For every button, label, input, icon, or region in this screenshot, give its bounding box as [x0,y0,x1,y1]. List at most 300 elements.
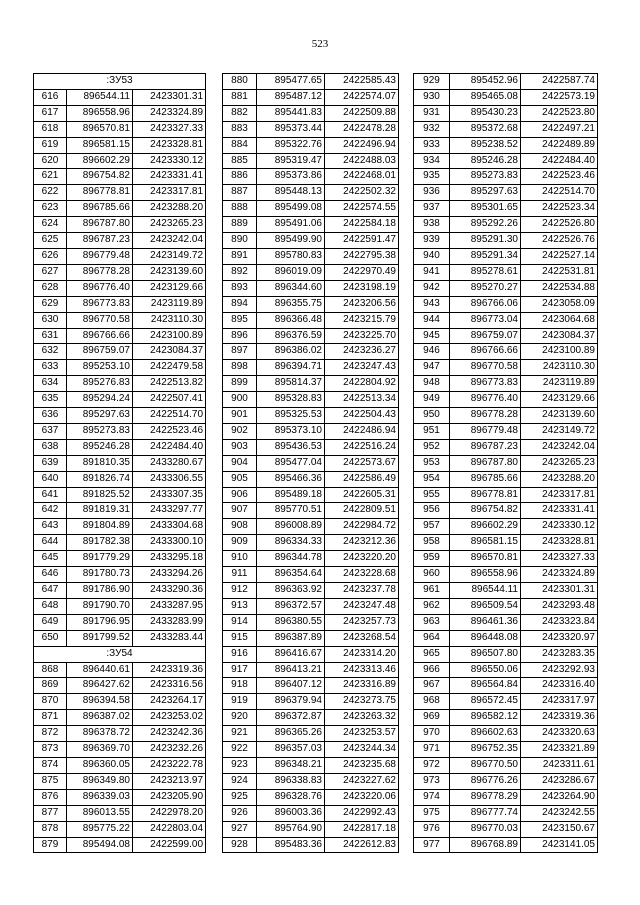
x-coordinate: 896778.81 [450,487,521,503]
table-row [223,487,399,503]
x-coordinate: 896440.61 [67,662,133,678]
point-number: 874 [34,757,67,773]
point-number: 638 [34,439,67,455]
table-row [223,694,399,710]
y-coordinate: 2422574.07 [325,89,399,105]
x-coordinate: 895770.51 [257,503,325,519]
table-row [414,598,598,614]
x-coordinate: 896787.23 [450,439,521,455]
table-row [414,583,598,599]
point-number: 894 [223,296,257,312]
table-row [223,280,399,296]
point-number: 914 [223,614,257,630]
point-number: 899 [223,376,257,392]
point-number: 922 [223,742,257,758]
x-coordinate: 896369.70 [67,742,133,758]
point-number: 880 [223,74,257,90]
table-row [414,821,598,837]
y-coordinate: 2422574.55 [325,201,399,217]
x-coordinate: 895491.06 [257,217,325,233]
x-coordinate: 896766.66 [450,344,521,360]
y-coordinate: 2423141.05 [521,837,598,853]
y-coordinate: 2422514.70 [521,185,598,201]
point-number: 897 [223,344,257,360]
x-coordinate: 896544.11 [67,89,133,105]
y-coordinate: 2423319.36 [133,662,206,678]
y-coordinate: 2422468.01 [325,169,399,185]
x-coordinate: 896778.81 [67,185,133,201]
table-row [223,551,399,567]
y-coordinate: 2423316.89 [325,678,399,694]
x-coordinate: 895292.26 [450,217,521,233]
y-coordinate: 2423320.97 [521,630,598,646]
table-row [414,89,598,105]
table-row [414,185,598,201]
x-coordinate: 896365.26 [257,726,325,742]
point-number: 873 [34,742,67,758]
x-coordinate: 896570.81 [450,551,521,567]
point-number: 870 [34,694,67,710]
table-row [34,201,206,217]
x-coordinate: 896348.21 [257,757,325,773]
table-row [34,408,206,424]
y-coordinate: 2423119.89 [133,296,206,312]
x-coordinate: 895319.47 [257,153,325,169]
y-coordinate: 2422809.51 [325,503,399,519]
x-coordinate: 896754.82 [67,169,133,185]
table-row [34,233,206,249]
y-coordinate: 2423228.68 [325,567,399,583]
y-coordinate: 2423149.72 [521,423,598,439]
y-coordinate: 2423324.89 [521,567,598,583]
point-number: 629 [34,296,67,312]
table-row [414,551,598,567]
table-row [223,312,399,328]
x-coordinate: 896770.03 [450,821,521,837]
x-coordinate: 896581.15 [450,535,521,551]
y-coordinate: 2422484.40 [133,439,206,455]
y-coordinate: 2422516.24 [325,439,399,455]
y-coordinate: 2423222.78 [133,757,206,773]
x-coordinate: 896372.57 [257,598,325,614]
y-coordinate: 2423119.89 [521,376,598,392]
section-header-row [34,646,206,662]
y-coordinate: 2423316.56 [133,678,206,694]
y-coordinate: 2423327.33 [133,121,206,137]
y-coordinate: 2422502.32 [325,185,399,201]
x-coordinate: 896602.63 [450,726,521,742]
x-coordinate: 891780.73 [67,567,133,583]
x-coordinate: 895328.83 [257,392,325,408]
point-number: 907 [223,503,257,519]
x-coordinate: 896380.55 [257,614,325,630]
point-number: 906 [223,487,257,503]
point-number: 963 [414,614,450,630]
point-number: 946 [414,344,450,360]
x-coordinate: 896582.12 [450,710,521,726]
y-coordinate: 2433304.68 [133,519,206,535]
point-number: 904 [223,455,257,471]
table-row [34,89,206,105]
x-coordinate: 896008.89 [257,519,325,535]
point-number: 616 [34,89,67,105]
y-coordinate: 2422605.31 [325,487,399,503]
y-coordinate: 2423150.67 [521,821,598,837]
point-number: 631 [34,328,67,344]
x-coordinate: 896544.11 [450,583,521,599]
table-row [34,169,206,185]
x-coordinate: 896344.60 [257,280,325,296]
table-row [414,519,598,535]
y-coordinate: 2422531.81 [521,264,598,280]
point-number: 891 [223,248,257,264]
point-number: 908 [223,519,257,535]
point-number: 910 [223,551,257,567]
point-number: 925 [223,789,257,805]
table-row [414,630,598,646]
y-coordinate: 2423198.19 [325,280,399,296]
table-row [414,567,598,583]
y-coordinate: 2433307.35 [133,487,206,503]
x-coordinate: 891825.52 [67,487,133,503]
y-coordinate: 2423317.97 [521,694,598,710]
y-coordinate: 2423205.90 [133,789,206,805]
y-coordinate: 2422970.49 [325,264,399,280]
x-coordinate: 896766.06 [450,296,521,312]
y-coordinate: 2423237.78 [325,583,399,599]
table-row [223,169,399,185]
y-coordinate: 2423288.20 [521,471,598,487]
coordinates-table-3 [413,73,598,853]
table-row [34,630,206,646]
x-coordinate: 896379.94 [257,694,325,710]
table-row [223,408,399,424]
table-row [34,598,206,614]
x-coordinate: 896019.09 [257,264,325,280]
point-number: 635 [34,392,67,408]
y-coordinate: 2422513.34 [325,392,399,408]
y-coordinate: 2422488.03 [325,153,399,169]
y-coordinate: 2423331.41 [521,503,598,519]
y-coordinate: 2422804.92 [325,376,399,392]
table-row [414,217,598,233]
point-number: 909 [223,535,257,551]
point-number: 626 [34,248,67,264]
y-coordinate: 2422497.21 [521,121,598,137]
point-number: 649 [34,614,67,630]
y-coordinate: 2422585.43 [325,74,399,90]
x-coordinate: 895270.27 [450,280,521,296]
point-number: 868 [34,662,67,678]
y-coordinate: 2423265.23 [133,217,206,233]
y-coordinate: 2423084.37 [521,328,598,344]
point-number: 646 [34,567,67,583]
x-coordinate: 896778.29 [450,789,521,805]
table-row [34,710,206,726]
x-coordinate: 895441.83 [257,105,325,121]
point-number: 918 [223,678,257,694]
table-row [34,487,206,503]
table-row [414,344,598,360]
point-number: 968 [414,694,450,710]
table-row [414,646,598,662]
y-coordinate: 2433300.10 [133,535,206,551]
point-number: 953 [414,455,450,471]
x-coordinate: 895278.61 [450,264,521,280]
table-row [34,312,206,328]
point-number: 621 [34,169,67,185]
point-number: 954 [414,471,450,487]
table-row [223,360,399,376]
x-coordinate: 895430.23 [450,105,521,121]
y-coordinate: 2422523.34 [521,201,598,217]
point-number: 923 [223,757,257,773]
table-row [414,137,598,153]
y-coordinate: 2423110.30 [521,360,598,376]
y-coordinate: 2423328.81 [521,535,598,551]
x-coordinate: 896602.29 [450,519,521,535]
table-row [414,837,598,853]
y-coordinate: 2422599.00 [133,837,206,853]
table-row [414,376,598,392]
point-number: 622 [34,185,67,201]
table-row [414,805,598,821]
table-row [34,121,206,137]
x-coordinate: 895325.53 [257,408,325,424]
table-row [34,455,206,471]
point-number: 887 [223,185,257,201]
table-row [223,233,399,249]
point-number: 898 [223,360,257,376]
point-number: 871 [34,710,67,726]
point-number: 879 [34,837,67,853]
table-row [34,837,206,853]
y-coordinate: 2422496.94 [325,137,399,153]
point-number: 889 [223,217,257,233]
coordinates-table-1 [33,73,206,853]
point-number: 883 [223,121,257,137]
y-coordinate: 2423264.90 [521,789,598,805]
table-row [223,742,399,758]
section-header: :ЗУ53 [34,74,206,90]
point-number: 927 [223,821,257,837]
x-coordinate: 895373.44 [257,121,325,137]
x-coordinate: 895814.37 [257,376,325,392]
point-number: 875 [34,773,67,789]
x-coordinate: 895294.24 [67,392,133,408]
table-row [223,248,399,264]
point-number: 972 [414,757,450,773]
point-number: 647 [34,583,67,599]
x-coordinate: 895477.65 [257,74,325,90]
y-coordinate: 2422504.43 [325,408,399,424]
x-coordinate: 895487.12 [257,89,325,105]
y-coordinate: 2423330.12 [521,519,598,535]
table-row [34,678,206,694]
table-row [34,757,206,773]
x-coordinate: 896366.48 [257,312,325,328]
table-row [223,328,399,344]
x-coordinate: 896372.87 [257,710,325,726]
table-row [34,789,206,805]
point-number: 920 [223,710,257,726]
table-row [223,137,399,153]
y-coordinate: 2423263.32 [325,710,399,726]
table-row [414,710,598,726]
x-coordinate: 896387.02 [67,710,133,726]
x-coordinate: 891804.89 [67,519,133,535]
x-coordinate: 896355.75 [257,296,325,312]
table-row [34,551,206,567]
x-coordinate: 896349.80 [67,773,133,789]
point-number: 902 [223,423,257,439]
x-coordinate: 896778.28 [450,408,521,424]
point-number: 924 [223,773,257,789]
y-coordinate: 2422523.80 [521,105,598,121]
table-row [223,503,399,519]
y-coordinate: 2422573.19 [521,89,598,105]
point-number: 973 [414,773,450,789]
y-coordinate: 2422513.82 [133,376,206,392]
y-coordinate: 2423227.62 [325,773,399,789]
point-number: 881 [223,89,257,105]
y-coordinate: 2433283.99 [133,614,206,630]
point-number: 943 [414,296,450,312]
point-number: 901 [223,408,257,424]
table-row [223,583,399,599]
x-coordinate: 895291.34 [450,248,521,264]
y-coordinate: 2423273.75 [325,694,399,710]
x-coordinate: 891790.70 [67,598,133,614]
x-coordinate: 891796.95 [67,614,133,630]
point-number: 948 [414,376,450,392]
point-number: 955 [414,487,450,503]
point-number: 911 [223,567,257,583]
table-row [223,74,399,90]
point-number: 913 [223,598,257,614]
point-number: 929 [414,74,450,90]
table-row [223,471,399,487]
y-coordinate: 2423257.73 [325,614,399,630]
x-coordinate: 895494.08 [67,837,133,853]
table-row [223,153,399,169]
x-coordinate: 896413.21 [257,662,325,678]
table-row [414,694,598,710]
y-coordinate: 2423311.61 [521,757,598,773]
y-coordinate: 2423301.31 [133,89,206,105]
point-number: 942 [414,280,450,296]
y-coordinate: 2422523.46 [133,423,206,439]
x-coordinate: 895273.83 [67,423,133,439]
point-number: 648 [34,598,67,614]
table-row [223,89,399,105]
x-coordinate: 895477.04 [257,455,325,471]
point-number: 884 [223,137,257,153]
point-number: 969 [414,710,450,726]
table-row [34,344,206,360]
point-number: 921 [223,726,257,742]
x-coordinate: 895297.63 [450,185,521,201]
point-number: 935 [414,169,450,185]
table-row [34,742,206,758]
x-coordinate: 891799.52 [67,630,133,646]
y-coordinate: 2422514.70 [133,408,206,424]
y-coordinate: 2422586.49 [325,471,399,487]
y-coordinate: 2422526.76 [521,233,598,249]
y-coordinate: 2423236.27 [325,344,399,360]
x-coordinate: 895780.83 [257,248,325,264]
y-coordinate: 2422489.89 [521,137,598,153]
table-row [414,408,598,424]
table-row [34,217,206,233]
table-row [414,614,598,630]
point-number: 888 [223,201,257,217]
x-coordinate: 896770.58 [450,360,521,376]
y-coordinate: 2422527.14 [521,248,598,264]
y-coordinate: 2433290.36 [133,583,206,599]
table-row [223,678,399,694]
table-row [414,439,598,455]
table-row [223,757,399,773]
x-coordinate: 896759.07 [450,328,521,344]
x-coordinate: 896776.40 [450,392,521,408]
point-number: 643 [34,519,67,535]
point-number: 895 [223,312,257,328]
y-coordinate: 2423232.26 [133,742,206,758]
table-row [414,248,598,264]
point-number: 877 [34,805,67,821]
point-number: 956 [414,503,450,519]
table-row [414,121,598,137]
point-number: 642 [34,503,67,519]
x-coordinate: 896766.66 [67,328,133,344]
table-row [34,773,206,789]
y-coordinate: 2433287.95 [133,598,206,614]
y-coordinate: 2423247.43 [325,360,399,376]
point-number: 965 [414,646,450,662]
x-coordinate: 895253.10 [67,360,133,376]
y-coordinate: 2423235.68 [325,757,399,773]
y-coordinate: 2423110.30 [133,312,206,328]
point-number: 645 [34,551,67,567]
table-row [414,742,598,758]
y-coordinate: 2423314.20 [325,646,399,662]
y-coordinate: 2422486.94 [325,423,399,439]
table-row [414,726,598,742]
point-number: 960 [414,567,450,583]
table-row [414,423,598,439]
table-row [223,296,399,312]
point-number: 624 [34,217,67,233]
y-coordinate: 2423247.48 [325,598,399,614]
point-number: 941 [414,264,450,280]
x-coordinate: 895372.68 [450,121,521,137]
x-coordinate: 896360.05 [67,757,133,773]
y-coordinate: 2423319.36 [521,710,598,726]
x-coordinate: 896394.58 [67,694,133,710]
x-coordinate: 896564.84 [450,678,521,694]
y-coordinate: 2423327.33 [521,551,598,567]
point-number: 905 [223,471,257,487]
table-row [414,503,598,519]
y-coordinate: 2422523.46 [521,169,598,185]
table-row [223,646,399,662]
x-coordinate: 896427.62 [67,678,133,694]
y-coordinate: 2423331.41 [133,169,206,185]
x-coordinate: 895499.90 [257,233,325,249]
x-coordinate: 896752.35 [450,742,521,758]
coordinates-table-2 [222,73,399,853]
